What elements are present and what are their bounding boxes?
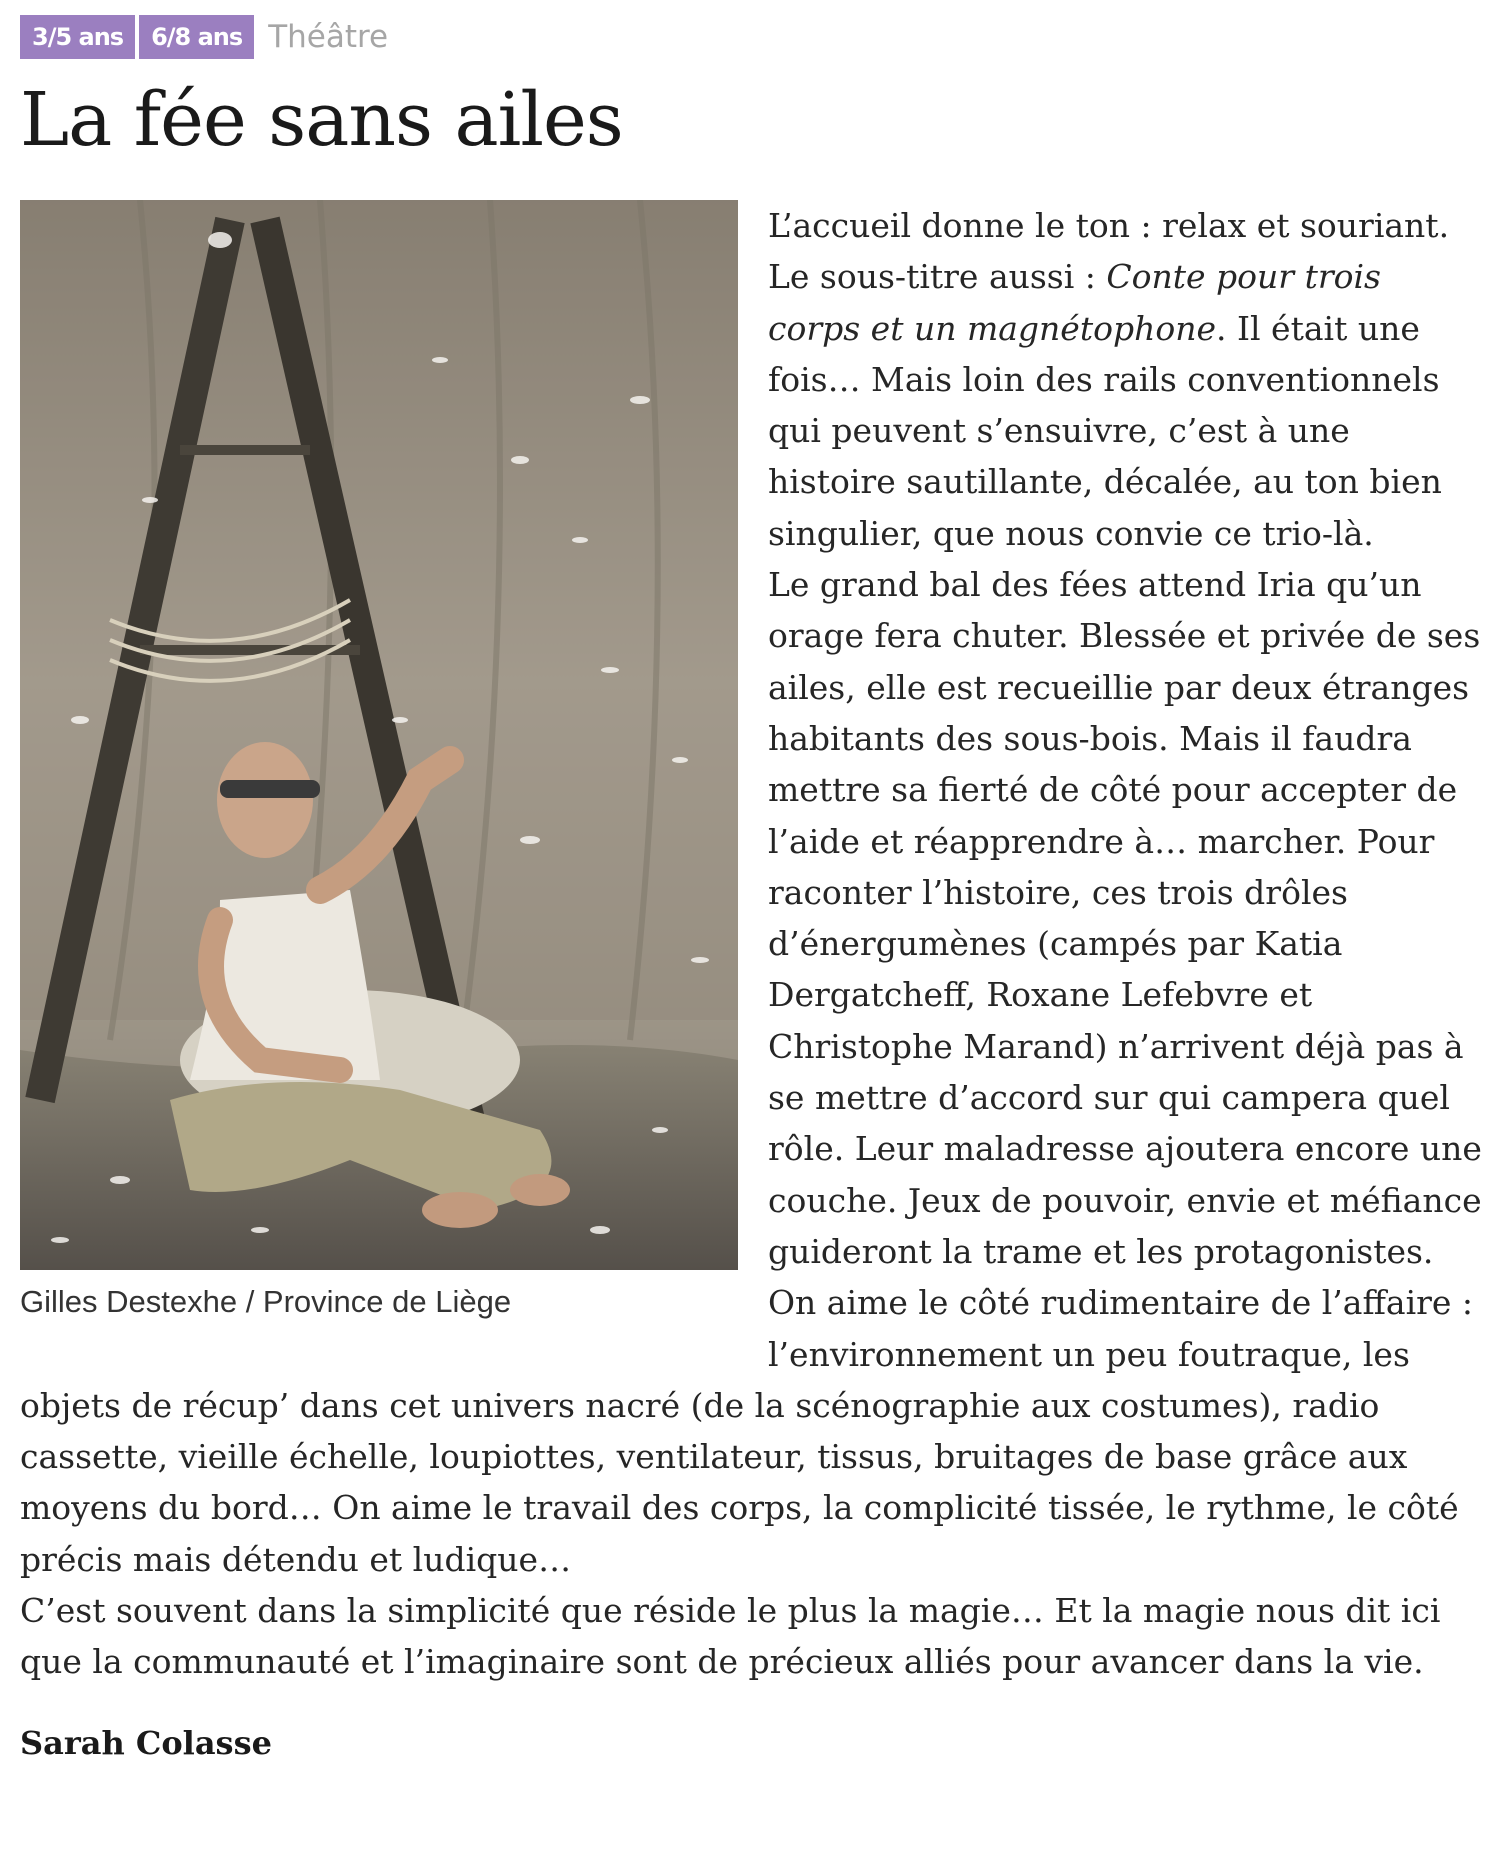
photo-figure xyxy=(20,200,738,1324)
article-photo xyxy=(20,200,738,1270)
article-title: La fée sans ailes xyxy=(20,77,623,163)
article-page xyxy=(20,14,1482,1769)
paragraph-1-text-a: L’accueil donne le ton : relax et souriant. Le sous-titre aussi : xyxy=(768,206,1450,297)
tag-bar xyxy=(20,14,1482,60)
photo-caption: Gilles Destexhe / Province de Liège xyxy=(20,1284,512,1319)
paragraph-1-italic-subtitle: Conte pour trois corps et un magnétophone xyxy=(768,257,1381,348)
paragraph-1-text-b: . Il était une fois… Mais loin des rails conventionnels qui peuvent s’ensuivre, c’est à une histoire sautillante, décalée, au ton bien singulier, que nous convie ce trio-là. xyxy=(768,308,1442,553)
article-body xyxy=(20,200,1482,1769)
age-tag-3-5[interactable]: 3/5 ans xyxy=(20,15,135,59)
category-label[interactable]: Théâtre xyxy=(268,19,389,55)
article-paragraph-3: C’est souvent dans la simplicité que réside le plus la magie… Et la magie nous dit ici que la communauté et l’imaginaire sont de précieux alliés pour avancer dans la vie. xyxy=(20,1591,1441,1682)
article-paragraph-2: Le grand bal des fées attend Iria qu’un orage fera chuter. Blessée et privée de ses ailes, elle est recueillie par deux étranges habitants des sous-bois. Mais il faudra mettre sa fierté de côté pour accepter de l’aide et réapprendre à… marcher. Pour raconter l’histoire, ces trois drôles d’énergumènes (campés par Katia Dergatcheff, Roxane Lefebvre et Christophe Marand) n’arrivent déjà pas à se mettre d’accord sur qui campera quel rôle. Leur maladresse ajoutera encore une couche. Jeux de pouvoir, envie et méfiance guideront la trame et les protagonistes. On aime le côté rudimentaire de l’affaire : l’environnement un peu foutraque, les objets de récup’ dans cet univers nacré (de la scénographie aux costumes), radio cassette, vieille échelle, loupiottes, ventilateur, tissus, bruitages de base grâce aux moyens du bord… On aime le travail des corps, la complicité tissée, le rythme, le côté précis mais détendu et ludique… xyxy=(20,565,1482,1579)
article-author: Sarah Colasse xyxy=(20,1723,272,1762)
age-tag-6-8[interactable]: 6/8 ans xyxy=(139,15,254,59)
